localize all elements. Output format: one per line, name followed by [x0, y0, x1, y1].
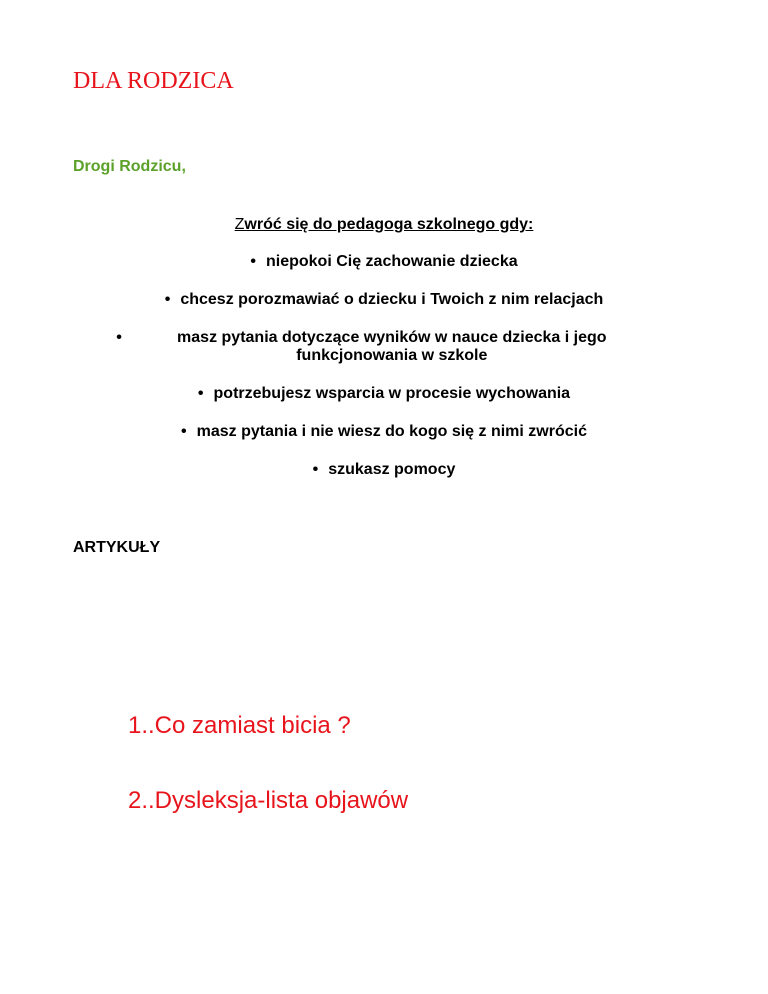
list-item: • niepokoi Cię zachowanie dziecka — [250, 253, 518, 270]
greeting: Drogi Rodzicu, — [73, 158, 186, 175]
article-link-dysleksja[interactable]: 2..Dysleksja-lista objawów — [128, 787, 409, 814]
article-link-co-zamiast-bicia[interactable]: 1..Co zamiast bicia ? — [128, 712, 351, 739]
list-item: • chcesz porozmawiać o dziecku i Twoich z nim relacjach — [164, 291, 604, 308]
page-title: DLA RODZICA — [73, 68, 234, 94]
bullet-icon: • — [197, 385, 204, 402]
intro-rest: wróć się do pedagoga szkolnego gdy: — [244, 216, 534, 233]
bullet-icon: • — [312, 461, 319, 478]
bullet-icon: • — [181, 423, 187, 440]
list-item: • masz pytania dotyczące wyników w nauce dziecka i jego funkcjonowania w szkole — [116, 329, 607, 364]
bullet-icon: • — [116, 329, 122, 346]
reasons-list — [0, 253, 768, 499]
articles-heading: ARTYKUŁY — [73, 539, 161, 556]
list-item: • masz pytania i nie wiesz do kogo się z nimi zwrócić — [181, 423, 587, 440]
bullet-icon: • — [250, 253, 256, 270]
list-item: • szukasz pomocy — [312, 461, 456, 478]
intro-heading — [0, 215, 768, 235]
intro-first-letter: Z — [234, 216, 245, 233]
bullet-icon: • — [164, 291, 171, 308]
list-item: • potrzebujesz wsparcia w procesie wychowania — [197, 385, 571, 402]
